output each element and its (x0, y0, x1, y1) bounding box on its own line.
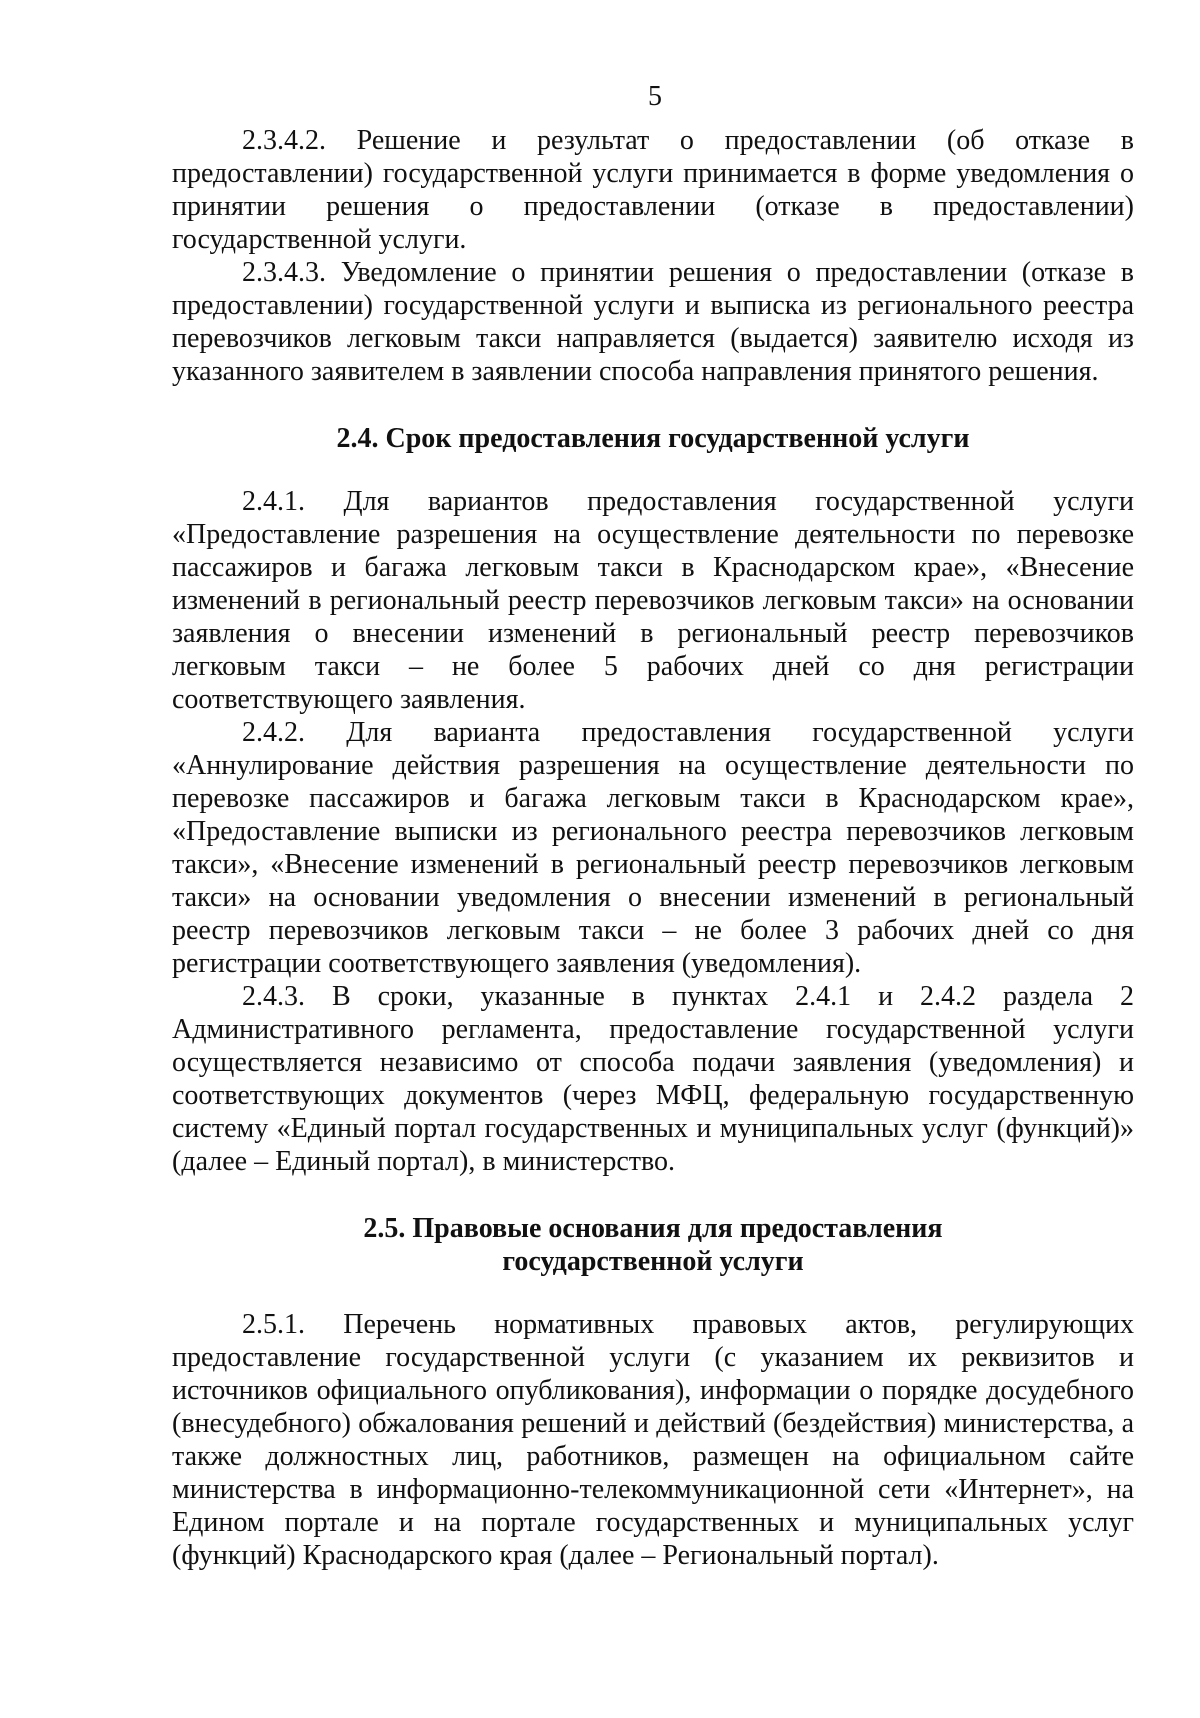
paragraph-2-4-2: 2.4.2. Для варианта предоставления государственной услуги «Аннулирование действия разрешения на осуществление деятельности по перевозке пассажиров и багажа легковым такси в Краснодарском крае», «Предоставление выписки из регионального реестра перевозчиков легковым такси», «Внесение изменений в региональный реестр перевозчиков легковым такси» на основании уведомления о внесении изменений в региональный реестр перевозчиков легковым такси – не более 3 рабочих дней со дня регистрации соответствующего заявления (уведомления). (172, 717, 1134, 979)
paragraph-2-3-4-2: 2.3.4.2. Решение и результат о предоставлении (об отказе в предоставлении) государственной услуги принимается в форме уведомления о принятии решения о предоставлении (отказе в предоставлении) государственной услуги. (172, 125, 1134, 255)
section-heading-2-5-line-1: 2.5. Правовые основания для предоставления (363, 1213, 943, 1244)
page-number: 5 (648, 81, 662, 112)
paragraph-2-3-4-3: 2.3.4.3. Уведомление о принятии решения о предоставлении (отказе в предоставлении) государственной услуги и выписка из регионального реестра перевозчиков легковым такси направляется (выдается) заявителю исходя из указанного заявителем в заявлении способа направления принятого решения. (172, 257, 1134, 387)
paragraph-2-4-1: 2.4.1. Для вариантов предоставления государственной услуги «Предоставление разрешения на осуществление деятельности по перевозке пассажиров и багажа легковым такси в Краснодарском крае», «Внесение изменений в региональный реестр перевозчиков легковым такси» на основании заявления о внесении изменений в региональный реестр перевозчиков легковым такси – не более 5 рабочих дней со дня регистрации соответствующего заявления. (172, 486, 1134, 715)
paragraph-2-5-1: 2.5.1. Перечень нормативных правовых актов, регулирующих предоставление государственной услуги (с указанием их реквизитов и источников официального опубликования), информации о порядке досудебного (внесудебного) обжалования решений и действий (бездействия) министерства, а также должностных лиц, работников, размещен на официальном сайте министерства в информационно-телекоммуникационной сети «Интернет», на Едином портале и на портале государственных и муниципальных услуг (функций) Краснодарского края (далее – Региональный портал). (172, 1309, 1134, 1571)
section-heading-2-4: 2.4. Срок предоставления государственной услуги (336, 423, 970, 454)
document-body (172, 124, 1134, 1572)
section-heading-2-5 (172, 1212, 1134, 1278)
paragraph-2-4-3: 2.4.3. В сроки, указанные в пунктах 2.4.1 и 2.4.2 раздела 2 Административного регламента, предоставление государственной услуги осуществляется независимо от способа подачи заявления (уведомления) и соответствующих документов (через МФЦ, федеральную государственную систему «Единый портал государственных и муниципальных услуг (функций)» (далее – Единый портал), в министерство. (172, 981, 1134, 1177)
section-heading-2-5-line-2: государственной услуги (502, 1246, 804, 1277)
